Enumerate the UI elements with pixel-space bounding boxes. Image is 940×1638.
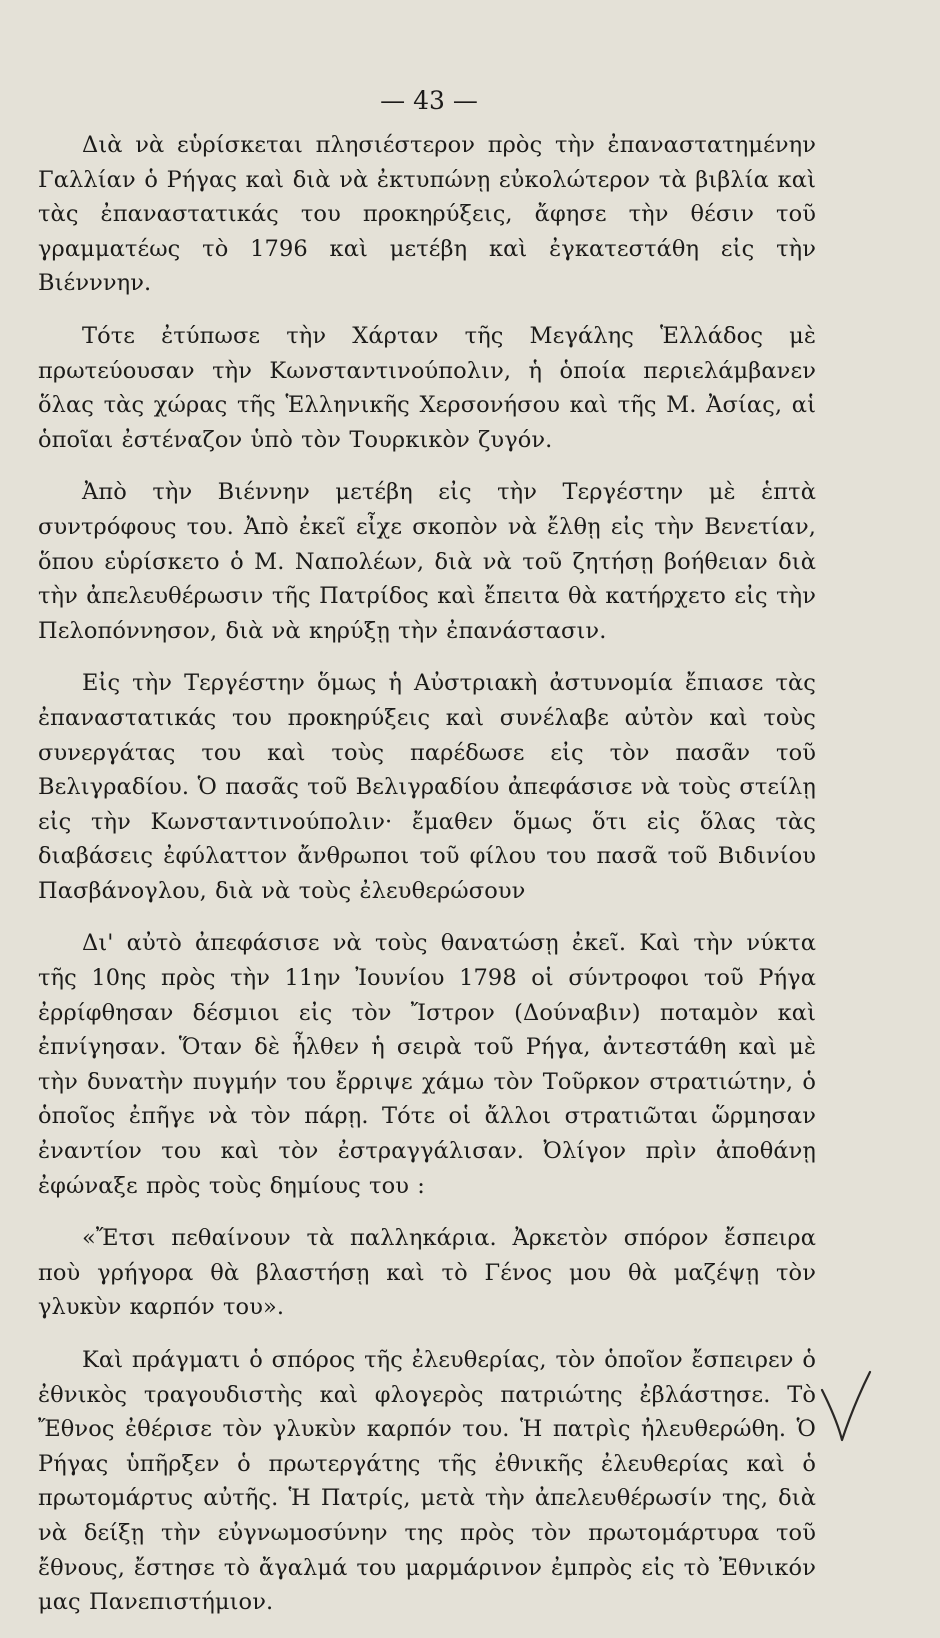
paragraph-7: Καὶ πράγματι ὁ σπόρος τῆς ἐλευθερίας, τὸν ὁποῖον ἔσπειρεν ὁ ἐθνικὸς τραγουδιστὴς καὶ φλογερὸς πατριώτης ἐβλάστησε. Τὸ Ἔθνος ἐθέρισε τὸν γλυκὺν καρπόν του. Ἡ πατρὶς ἠλευθερώθη. Ὁ Ρήγας ὑπῆρξεν ὁ πρωτεργάτης τῆς ἐθνικῆς ἐλευθερίας καὶ ὁ πρωτομάρτυς αὐτῆς. Ἡ Πατρίς, μετὰ τὴν ἀπελευθέρωσίν της, διὰ νὰ δείξῃ τὴν εὐγνωμοσύνην της πρὸς τὸν πρωτομάρτυρα τοῦ ἔθνους, ἔστησε τὸ ἄγαλμά του μαρμάρινον ἐμπρὸς εἰς τὸ Ἐθνικόν μας Πανεπιστήμιον. [38,1347,816,1616]
paragraph-2: Τότε ἐτύπωσε τὴν Χάρταν τῆς Μεγάλης Ἑλλάδος μὲ πρωτεύουσαν τὴν Κωνσταντινούπολιν, ἡ ὁποία περιελάμβανεν ὅλας τὰς χώρας τῆς Ἑλληνικῆς Χερσονήσου καὶ τῆς Μ. Ἀσίας, αἱ ὁποῖαι ἐστέναζον ὑπὸ τὸν Τουρκικὸν ζυγόν. [38,322,816,453]
paragraph-5: Δι' αὐτὸ ἀπεφάσισε νὰ τοὺς θανατώσῃ ἐκεῖ. Καὶ τὴν νύκτα τῆς 10ης πρὸς τὴν 11ην Ἰουνίου 1798 οἱ σύντροφοι τοῦ Ρήγα ἐρρίφθησαν δέσμιοι εἰς τὸν Ἴστρον (Δούναβιν) ποταμὸν καὶ ἐπνίγησαν. Ὅταν δὲ ἦλθεν ἡ σειρὰ τοῦ Ρήγα, ἀντεστάθη καὶ μὲ τὴν δυνατὴν πυγμήν του ἔρριψε χάμω τὸν Τοῦρκον στρατιώτην, ὁ ὁποῖος ἐπῆγε νὰ τὸν πάρῃ. Τότε οἱ ἄλλοι στρατιῶται ὥρμησαν ἐναντίον του καὶ τὸν ἐστραγγάλισαν. Ὀλίγον πρὶν ἀποθάνῃ ἐφώναξε πρὸς τοὺς δημίους του : [38,930,816,1199]
handwritten-check-mark-icon [818,1368,874,1444]
page-number: — 43 — [380,86,478,115]
paragraph-4: Εἰς τὴν Τεργέστην ὅμως ἡ Αὐστριακὴ ἀστυνομία ἔπιασε τὰς ἐπαναστατικάς του προκηρύξεις καὶ συνέλαβε αὐτὸν καὶ τοὺς συνεργάτας του καὶ τοὺς παρέδωσε εἰς τὸν πασᾶν τοῦ Βελιγραδίου. Ὁ πασᾶς τοῦ Βελιγραδίου ἀπεφάσισε νὰ τοὺς στείλῃ εἰς τὴν Κωνσταντινούπολιν· ἔμαθεν ὅμως ὅτι εἰς ὅλας τὰς διαβάσεις ἐφύλαττον ἄνθρωποι τοῦ φίλου του πασᾶ τοῦ Βιδινίου Πασβάνογλου, διὰ νὰ τοὺς ἐλευθερώσουν [38,670,816,904]
body-text [38,128,816,1638]
paragraph-3: Ἀπὸ τὴν Βιέννην μετέβη εἰς τὴν Τεργέστην μὲ ἑπτὰ συντρόφους του. Ἀπὸ ἐκεῖ εἶχε σκοπὸν νὰ ἔλθῃ εἰς τὴν Βενετίαν, ὅπου εὑρίσκετο ὁ Μ. Ναπολέων, διὰ νὰ τοῦ ζητήσῃ βοήθειαν διὰ τὴν ἀπελευθέρωσιν τῆς Πατρίδος καὶ ἔπειτα θὰ κατήρχετο εἰς τὴν Πελοπόννησον, διὰ νὰ κηρύξῃ τὴν ἐπανάστασιν. [38,479,816,644]
paragraph-1: Διὰ νὰ εὑρίσκεται πλησιέστερον πρὸς τὴν ἐπαναστατημένην Γαλλίαν ὁ Ρήγας καὶ διὰ νὰ ἐκτυπώνῃ εὐκολώτερον τὰ βιβλία καὶ τὰς ἐπαναστατικάς του προκηρύξεις, ἄφησε τὴν θέσιν τοῦ γραμματέως τὸ 1796 καὶ μετέβη καὶ ἐγκατεστάθη εἰς τὴν Βιένννην. [38,132,816,297]
paragraph-6-quote: «Ἔτσι πεθαίνουν τὰ παλληκάρια. Ἀρκετὸν σπόρον ἔσπειρα ποὺ γρήγορα θὰ βλαστήσῃ καὶ τὸ Γένος μου θὰ μαζέψῃ τὸν γλυκὺν καρπόν του». [38,1225,816,1321]
